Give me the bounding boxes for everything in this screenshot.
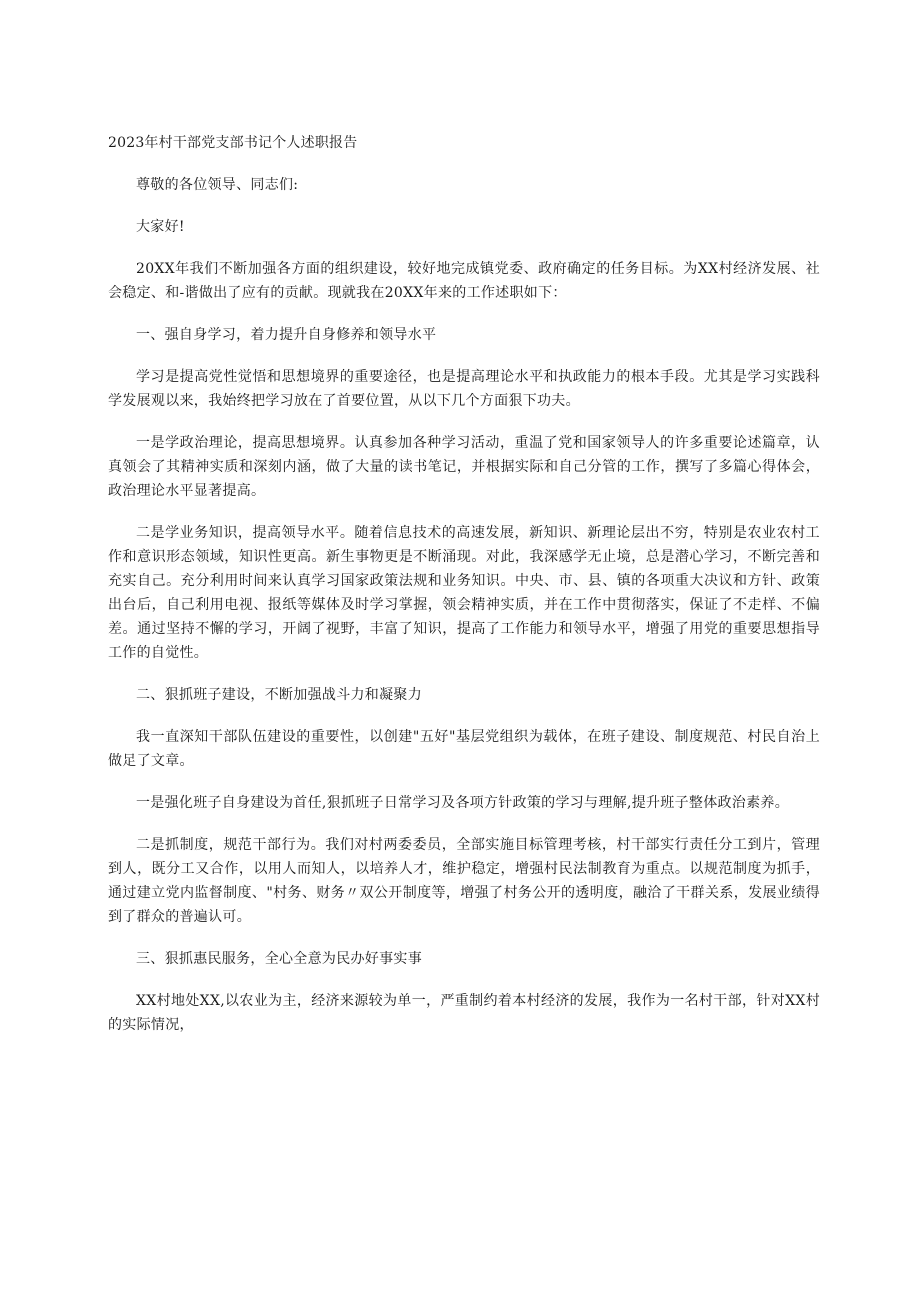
body-paragraph: 二是抓制度，规范干部行为。我们对村两委委员，全部实施目标管理考核，村干部实行责任分工到片，管理到人，既分工又合作，以用人而知人，以培养人才，维护稳定，增强村民法制教育为重点。以规范制度为抓手，通过建立党内监督制度、"村务、财务〃双公开制度等，增强了村务公开的透明度，融洽了干群关系，发展业绩得到了群众的普遍认可。 — [108, 837, 820, 925]
document-title: 2023年村干部党支部书记个人述职报告 — [108, 135, 358, 151]
body-paragraph: 学习是提高党性觉悟和思想境界的重要途径，也是提高理论水平和执政能力的根本手段。尤其是学习实践科学发展观以来，我始终把学习放在了首要位置，从以下几个方面狠下功夫。 — [108, 369, 820, 409]
salutation: 尊敬的各位领导、同志们: — [136, 177, 299, 193]
body-paragraph: XX村地处XX,以农业为主，经济来源较为单一，严重制约着本村经济的发展，我作为一名村干部，针对XX村的实际情况， — [108, 993, 820, 1033]
body-paragraph: 一是强化班子自身建设为首任,狠抓班子日常学习及各项方针政策的学习与理解,提升班子整体政治素养。 — [136, 795, 789, 811]
section-heading-2: 二、狠抓班子建设，不断加强战斗力和凝聚力 — [136, 687, 422, 703]
document-page — [108, 132, 820, 1055]
section-heading-3: 三、狠抓惠民服务，全心全意为民办好事实事 — [136, 951, 422, 967]
greeting: 大家好! — [136, 219, 185, 235]
intro-paragraph: 20XX年我们不断加强各方面的组织建设，较好地完成镇党委、政府确定的任务目标。为XX村经济发展、社会稳定、和-谐做出了应有的贡献。现就我在20XX年来的工作述职如下： — [108, 261, 820, 301]
body-paragraph: 二是学业务知识，提高领导水平。随着信息技术的高速发展，新知识、新理论层出不穷，特别是农业农村工作和意识形态领域，知识性更高。新生事物更是不断涌现。对此，我深感学无止境，总是潜心学习，不断完善和充实自己。充分利用时间来认真学习国家政策法规和业务知识。中央、市、县、镇的各项重大决议和方针、政策出台后，自己利用电视、报纸等媒体及时学习掌握，领会精神实质，并在工作中贯彻落实，保证了不走样、不偏差。通过坚持不懈的学习，开阔了视野，丰富了知识，提高了工作能力和领导水平，增强了用党的重要思想指导工作的自觉性。 — [108, 525, 820, 661]
body-paragraph: 一是学政治理论，提高思想境界。认真参加各种学习活动，重温了党和国家领导人的许多重要论述篇章，认真领会了其精神实质和深刻内涵，做了大量的读书笔记，并根据实际和自己分管的工作，撰写了多篇心得体会，政治理论水平显著提高。 — [108, 435, 820, 499]
section-heading-1: 一、强自身学习，着力提升自身修养和领导水平 — [136, 327, 437, 343]
body-paragraph: 我一直深知干部队伍建设的重要性，以创建"五好"基层党组织为载体，在班子建设、制度规范、村民自治上做足了文章。 — [108, 729, 820, 769]
